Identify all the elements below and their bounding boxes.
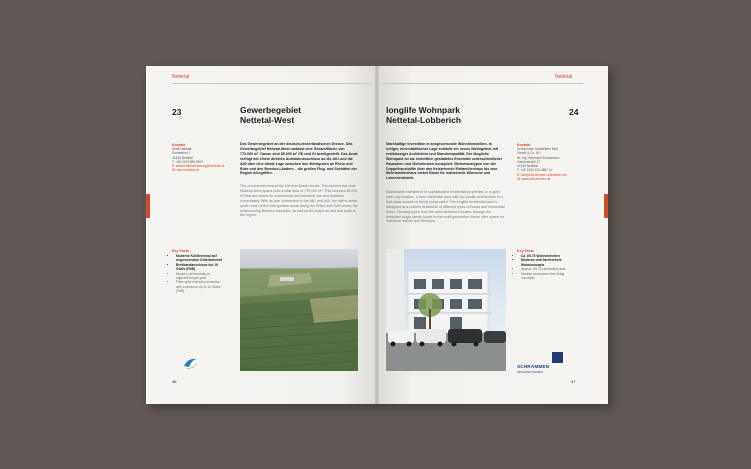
page-number: 24 [569, 107, 579, 117]
header-rule [383, 83, 583, 84]
key-facts [517, 249, 577, 280]
key-fact: • Moderne und barrierefreie Wohnkonzepte [521, 258, 577, 267]
contact-line: Stadt Nettetal [172, 147, 192, 151]
key-facts [172, 249, 222, 294]
key-fact: • Approx. 65-75 residential units [521, 267, 577, 271]
page-title: Gewerbegebiet Nettetal-West [240, 105, 301, 125]
page-title: longlife Wohnpark Nettetal-Lobberich [386, 105, 462, 125]
contact-line: 41334 Nettetal [517, 164, 538, 169]
key-fact: • Fibre-optic internet connection with a speed of up to 10 Gbit/s (FttB) [176, 280, 222, 293]
architect-logo [517, 352, 567, 372]
logo-square-icon [552, 352, 563, 363]
contact-line: Doerkerhof 1 [172, 151, 191, 156]
contact-line: T: +49 2153 123 4567 10 [517, 168, 553, 173]
intro-en: Sustainable investment in sophisticated residential properties. In a quiet inner-city location, a new residential area with top-quality architecture in a first-class location is being constructed. The longlife residential park is designed as a uniform ensemble of different types of house and residential forms. Housing types from the semi-detached houses, through the detached single-family house to the multi-generation house offer space for individual wishes and lifestyles. [386, 190, 505, 224]
key-fact: • Breitbandanschluss bis 10 Gbit/s (FttB) [176, 263, 222, 272]
logo-name: SCHRAMMEN [517, 364, 550, 369]
right-edge-tab [604, 194, 608, 218]
building-photo [386, 249, 506, 371]
intro-de: Nachhaltige Investition in anspruchsvolle Wohnimmobilien. In ruhiger, innerstädtischer Lage entsteht ein neues Wohngebiet mit erstklassiger Architektur und Standortqualität. Der längliche Wohnpark ist als einheitlich gestaltetes Ensemble unterschiedlicher Hausarten und Wohnformen konzipiert. Wohnhaustypen von der Doppelhaushälfte über das freistehende Einfamilienhaus bis zum Mehrfamilienhaus bieten Raum für individuelle Wünsche und Lebensentwürfe. [386, 142, 503, 181]
spine-fold [375, 66, 379, 404]
folio: 46 [172, 379, 177, 384]
key-facts-heading: Key Facts [517, 249, 534, 253]
folio: 47 [571, 379, 576, 384]
key-fact: • Modern and barrier-free living concepts [521, 272, 577, 281]
city-logo-icon [182, 356, 200, 370]
contact-block [172, 143, 232, 173]
contact-web: W: www.nettetal.de [172, 168, 200, 173]
key-fact: • Modern rail terminal on adjacent freight yard [176, 272, 222, 281]
intro-en: The commercial area at the German-Dutch border. The commercial zone Nettetal-West spans over a total area of 770,000 m². This includes 85,000 m² that are zoned for commercial and industrial use and available immediately. With its own connection to the A61 and A40, the site is within quick reach of the metropolitan areas along the Rhine and Ruhr rivers, the neighbouring Benelux countries, as well as the major air and sea ports in the region. [240, 184, 358, 218]
contact-line: Schrammen Architekten BDA [517, 147, 559, 151]
apartment-building-icon [386, 249, 506, 371]
contact-line: Dr.-Ing. Reinhard Schrammen [517, 155, 560, 160]
aerial-photo [240, 249, 358, 371]
contact-line: Gartenstraße 17 [517, 159, 541, 164]
logo-subtitle: ARCHITEKTEN BDA [517, 369, 544, 374]
key-fact: • Ca. 65-75 Wohneinheiten [521, 254, 577, 258]
key-fact: • Moderne Kühlterminal auf angrenzendem Güterbahnhof [176, 254, 222, 263]
contact-heading: Kontakt [172, 143, 186, 147]
contact-block [517, 143, 587, 181]
contact-web: W: www.schrammen.de [517, 177, 551, 182]
aerial-field-icon [240, 249, 358, 371]
contact-line: 41334 Nettetal [172, 155, 193, 160]
contact-line: GmbH & Co. KG [517, 151, 541, 156]
key-facts-heading: Key Facts [172, 249, 189, 253]
left-edge-tab [146, 194, 150, 218]
right-page [377, 66, 608, 404]
section-tag: Nettetal [555, 74, 573, 80]
brochure-spread [146, 66, 608, 404]
intro-de: Das Gewerbegebiet an der deutsch-niederländischen Grenze. Das Gewerbegebiet Nettetal-West umfasst eine Gesamtfläche von 770.000 m². Davon sind 85.000 m² GE und GI bereitgestellt. Das Areal verfügt mit einem direkten Autobahnanschluss an die A61 und die A40 über eine ideale Lage zwischen den Metropolen an Rhein und Ruhr und den Benelux-Ländern – die großen Flug- und Seehäfen der Region inbegriffen. [240, 142, 358, 176]
section-tag: Nettetal [172, 74, 190, 80]
page-number: 23 [172, 107, 182, 117]
contact-heading: Kontakt [517, 143, 531, 147]
contact-email: E: wirtschaftsfoerderung@nettetal.de [172, 164, 225, 169]
contact-line: T: +49 2153 898 8000 [172, 159, 203, 164]
left-page [146, 66, 377, 404]
contact-email: E: info@schrammen-architekten.de [517, 172, 568, 177]
header-rule [172, 83, 372, 84]
